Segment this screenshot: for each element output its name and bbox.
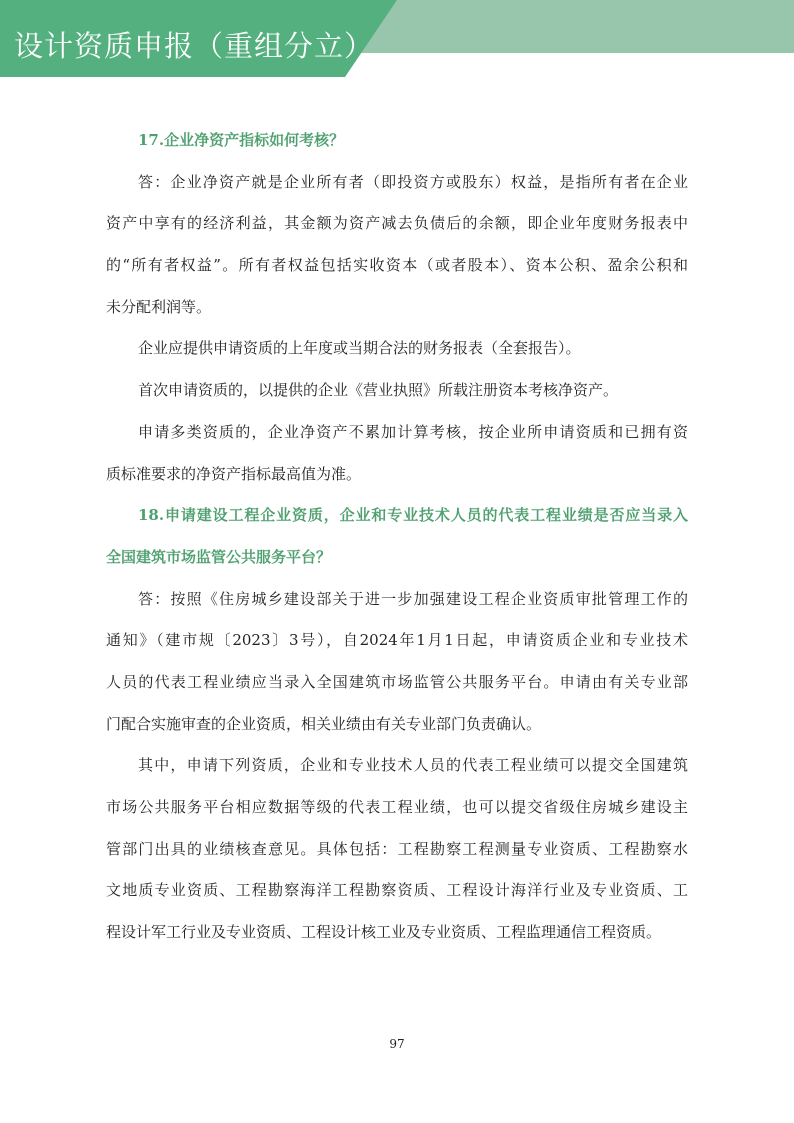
question-heading — [106, 120, 688, 162]
header-title: 设计资质申报（重组分立） — [14, 29, 375, 63]
text-line: 人员的代表工程业绩应当录入全国建筑市场监管公共服务平台。申请由有关专业部 — [106, 672, 688, 691]
text-line: 的“所有者权益”。所有者权益包括实收资本（或者股本）、资本公积、盈余公积和 — [106, 256, 688, 275]
document-body — [106, 120, 688, 954]
text-line: 管部门出具的业绩核查意见。具体包括：工程勘察工程测量专业资质、工程勘察水 — [106, 839, 688, 858]
text-line: 其中，申请下列资质，企业和专业技术人员的代表工程业绩可以提交全国建筑 — [138, 756, 688, 775]
text-line: 文地质专业资质、工程勘察海洋工程勘察资质、工程设计海洋行业及专业资质、工 — [106, 881, 688, 900]
text-line: 18.申请建设工程企业资质，企业和专业技术人员的代表工程业绩是否应当录入 — [138, 506, 688, 525]
text-line: 全国建筑市场监管公共服务平台？ — [106, 547, 332, 566]
text-line: 17.企业净资产指标如何考核？ — [138, 131, 345, 149]
text-line: 市场公共服务平台相应数据等级的代表工程业绩，也可以提交省级住房城乡建设主 — [106, 798, 688, 816]
text-line: 首次申请资质的，以提供的企业《营业执照》所载注册资本考核净资产。 — [138, 381, 619, 400]
text-line: 程设计军工行业及专业资质、工程设计核工业及专业资质、工程监理通信工程资质。 — [106, 923, 662, 942]
text-line: 答：企业净资产就是企业所有者（即投资方或股东）权益，是指所有者在企业 — [138, 172, 688, 191]
page-number: 97 — [389, 1037, 405, 1051]
paragraph — [106, 370, 688, 412]
question-heading — [106, 495, 688, 578]
text-line: 答：按照《住房城乡建设部关于进一步加强建设工程企业资质审批管理工作的 — [138, 589, 688, 608]
text-line: 申请多类资质的，企业净资产不累加计算考核，按企业所申请资质和已拥有资 — [138, 422, 688, 441]
text-line: 质标准要求的净资产指标最高值为准。 — [106, 464, 362, 483]
text-line: 资产中享有的经济利益，其金额为资产减去负债后的余额，即企业年度财务报表中 — [106, 214, 688, 233]
text-line: 未分配利润等。 — [106, 297, 212, 316]
paragraph — [106, 579, 688, 746]
text-line: 通知》（建市规〔2023〕3号），自2024年1月1日起，申请资质企业和专业技术 — [106, 631, 688, 650]
paragraph — [106, 328, 688, 370]
paragraph — [106, 745, 688, 953]
text-line: 门配合实施审查的企业资质，相关业绩由有关专业部门负责确认。 — [106, 714, 542, 733]
text-line: 企业应提供申请资质的上年度或当期合法的财务报表（全套报告）。 — [138, 339, 581, 358]
paragraph — [106, 412, 688, 495]
paragraph — [106, 162, 688, 329]
